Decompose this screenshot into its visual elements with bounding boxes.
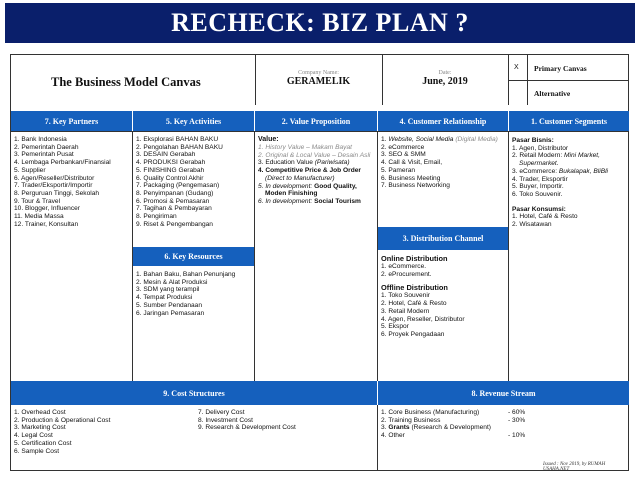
list-item: 1. Toko Souvenir xyxy=(381,292,430,300)
list-item: 2. Pemerintah Daerah xyxy=(14,143,79,151)
list-item: 1. History Value – Makam Bayat xyxy=(258,144,352,151)
list-item: 7. Delivery Cost xyxy=(198,409,245,416)
list-item: 4. Competitive Price & Job Order xyxy=(258,167,361,175)
offline-distribution-title: Offline Distribution xyxy=(381,283,448,293)
value-proposition-header: 2. Value Proposition xyxy=(255,111,377,131)
list-item: 5. In development: Good Quality, xyxy=(258,182,357,190)
distribution-channel-list xyxy=(381,254,465,339)
list-item: 2. Mesin & Alat Produksi xyxy=(136,278,208,286)
list-item: 5. Buyer, Importir. xyxy=(512,183,564,191)
online-distribution-title: Online Distribution xyxy=(381,254,448,263)
list-item: 2. Wisatawan xyxy=(512,221,552,229)
list-item: 6. Business Meeting xyxy=(381,174,441,182)
revenue-value: - 60% xyxy=(508,409,526,416)
list-item: 7. Tagihan & Pembayaran xyxy=(136,205,212,213)
list-item: 1. eCommerce. xyxy=(381,263,427,270)
list-item: 6. Toko Souvenir. xyxy=(512,190,563,198)
list-item-cont: Moden Finishing xyxy=(265,190,318,198)
list-item: 5. Sumber Pendanaan xyxy=(136,301,202,309)
list-item: 8. Penyimpanan (Gudang) xyxy=(136,189,214,197)
list-item: 1. Website, Social Media (Digital Media) xyxy=(381,136,498,143)
list-item: 8. Perguruan Tinggi, Sekolah xyxy=(14,189,100,197)
list-item: 3. eCommerce: Bukalapak, BliBli xyxy=(512,167,609,175)
list-item: 6. Quality Control Akhir xyxy=(136,174,204,182)
list-item: 2. Retail Modern: Mini Market, xyxy=(512,152,600,160)
list-item: 4. Tempat Produksi xyxy=(136,294,193,302)
consumer-market-title: Pasar Konsumsi: xyxy=(512,205,566,213)
company-name: GERAMELIK xyxy=(286,76,351,87)
cost-structures-list-1 xyxy=(14,409,110,455)
list-item: 5. Pameran xyxy=(381,166,416,174)
list-item: 9. Research & Development Cost xyxy=(198,424,296,432)
list-item: 4. PRODUKSI Gerabah xyxy=(136,159,206,167)
customer-relationship-header: 4. Customer Relationship xyxy=(378,111,508,131)
list-item: 5. Certification Cost xyxy=(14,439,72,447)
list-item: 2. Pengolahan BAHAN BAKU xyxy=(136,143,223,151)
list-item: 1. Bank Indonesia xyxy=(14,136,67,143)
list-item: 4. Lembaga Perbankan/Finansial xyxy=(14,159,111,167)
list-item: 3. SEO & SMM xyxy=(381,151,426,159)
customer-relationship-list xyxy=(381,136,498,190)
list-item: 2. Training Business xyxy=(381,416,441,424)
list-item-cont: Supermarket. xyxy=(519,160,559,168)
cost-structures-list-2 xyxy=(198,409,296,432)
issued-note: Issued : Nov 2019, by RUMAH USAHA.NET xyxy=(543,462,606,472)
list-item: 2. Hotel, Café & Resto xyxy=(381,300,447,308)
cost-structures-header: 9. Cost Structures xyxy=(11,381,377,405)
revenue-value: - 30% xyxy=(508,416,526,424)
list-item: 6. Jaringan Pemasaran xyxy=(136,309,205,317)
list-item: 1. Bahan Baku, Bahan Penunjang xyxy=(136,271,236,278)
list-item: 3. DESAIN Gerabah xyxy=(136,151,196,159)
key-activities-header: 5. Key Activities xyxy=(133,111,254,131)
revenue-stream-header: 8. Revenue Stream xyxy=(378,381,629,405)
key-resources-header: 6. Key Resources xyxy=(133,247,254,266)
customer-segments-list xyxy=(512,137,608,229)
list-item: 1. Hotel, Café & Resto xyxy=(512,213,578,221)
list-item: 4. Trader, Eksportir xyxy=(512,175,568,183)
list-item: 3. Marketing Cost xyxy=(14,424,66,432)
list-item: 11. Media Massa xyxy=(14,213,64,221)
list-item: 3. Pemerintah Pusat xyxy=(14,151,74,159)
list-item: 2. eProcurement. xyxy=(381,270,432,278)
list-item: 6. Agen/Reseller/Distributor xyxy=(14,174,95,182)
page-title: RECHECK: BIZ PLAN ? xyxy=(171,8,469,37)
list-item: 4. Other xyxy=(381,432,405,440)
date-label: Date: xyxy=(438,70,452,76)
value-proposition-list xyxy=(258,136,376,206)
customer-segments-header: 1. Customer Segments xyxy=(509,111,629,131)
date-value: June, 2019 xyxy=(422,76,468,87)
list-item: 7. Packaging (Pengemasan) xyxy=(136,182,220,190)
list-item: 6. Promosi & Pemasaran xyxy=(136,197,210,205)
list-item: 6. Sample Cost xyxy=(14,447,60,455)
list-item-note: (Direct to Manufacturer) xyxy=(265,174,335,182)
value-heading: Value: xyxy=(258,136,279,143)
list-item: 7. Business Networking xyxy=(381,182,450,190)
list-item: 10. Blogger, Influencer xyxy=(14,205,80,213)
business-market-title: Pasar Bisnis: xyxy=(512,137,554,144)
list-item: 9. Tour & Travel xyxy=(14,197,61,205)
list-item: 12. Trainer, Konsultan xyxy=(14,220,79,228)
key-partners-header: 7. Key Partners xyxy=(11,111,132,131)
list-item: 7. Trader/Eksportir/Importir xyxy=(14,182,93,190)
list-item: 2. Original & Local Value – Desain Asli xyxy=(258,151,371,159)
canvas-title: The Business Model Canvas xyxy=(51,75,201,89)
list-item: 5. FINISHING Gerabah xyxy=(136,166,205,174)
revenue-stream-values xyxy=(508,409,525,440)
list-item: 4. Legal Cost xyxy=(14,432,53,440)
key-activities-list xyxy=(136,136,223,228)
list-item: 4. Call & Visit, Email, xyxy=(381,159,443,167)
list-item: 2. eCommerce xyxy=(381,143,425,151)
list-item: 3. Retail Modern xyxy=(381,307,430,315)
list-item: 5. Supplier xyxy=(14,166,46,174)
list-item: 4. Agen, Reseller, Distributor xyxy=(381,315,465,323)
list-item: 8. Investment Cost xyxy=(198,416,253,424)
list-item: 3. Grants (Research & Development) xyxy=(381,424,491,432)
primary-canvas-label: Primary Canvas xyxy=(534,64,587,73)
business-model-canvas xyxy=(10,54,629,471)
list-item: 2. Production & Operational Cost xyxy=(14,416,111,424)
list-item: 1. Agen, Distributor xyxy=(512,144,569,152)
company-label: Company Name: xyxy=(298,70,339,76)
page-banner xyxy=(5,3,635,43)
list-item: 3. Education Value (Pariwisata) xyxy=(258,159,350,167)
list-item: 5. Ekspor xyxy=(381,323,409,331)
list-item: 1. Core Business (Manufacturing) xyxy=(381,409,480,416)
alternative-label: Alternative xyxy=(534,89,571,98)
list-item: 6. In development: Social Tourism xyxy=(258,197,361,205)
list-item: 8. Pengiriman xyxy=(136,213,177,221)
primary-canvas-mark[interactable]: X xyxy=(514,64,519,71)
list-item: 3. SDM yang terampil xyxy=(136,286,200,294)
key-resources-list xyxy=(136,271,235,317)
key-partners-list xyxy=(14,136,111,228)
revenue-value: - 10% xyxy=(508,432,526,440)
list-item: 1. Overhead Cost xyxy=(14,409,66,416)
distribution-channel-header: 3. Distribution Channel xyxy=(378,227,508,250)
list-item: 9. Riset & Pengembangan xyxy=(136,220,213,228)
list-item: 6. Proyek Pengadaan xyxy=(381,330,445,338)
list-item: 1. Eksplorasi BAHAN BAKU xyxy=(136,136,219,143)
